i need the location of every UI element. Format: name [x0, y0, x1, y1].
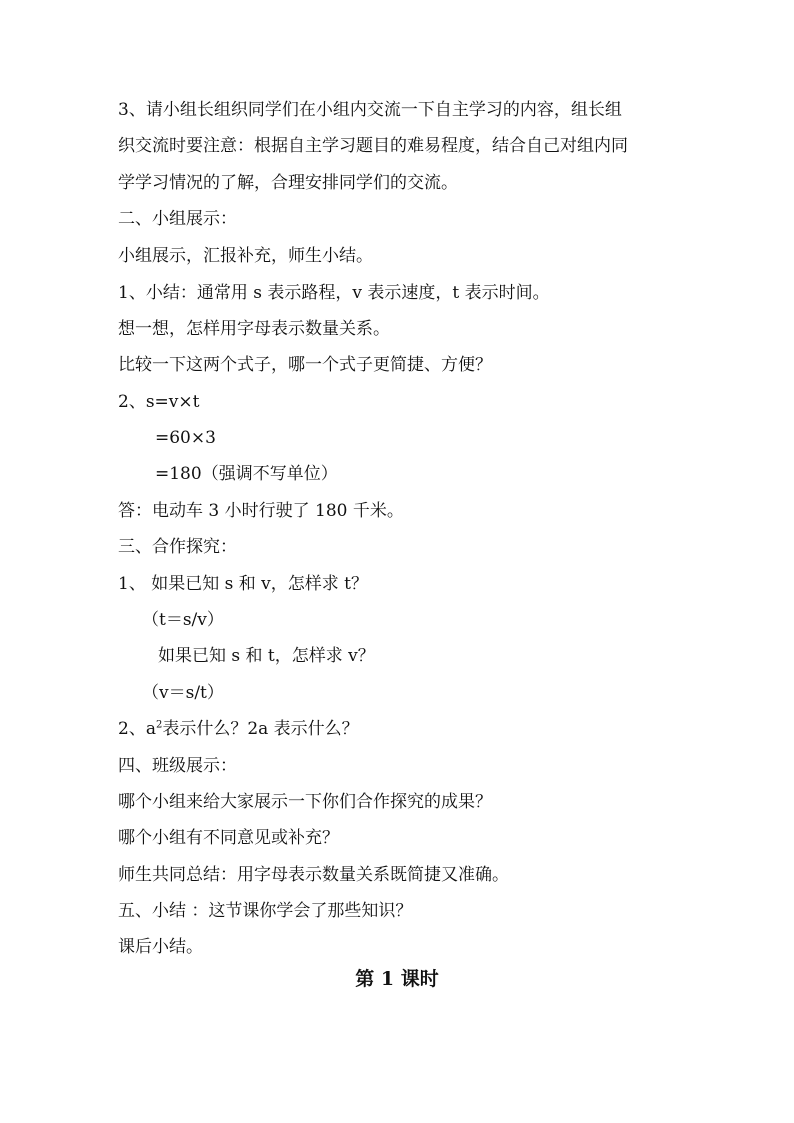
section-heading: 三、合作探究： — [118, 537, 237, 557]
paragraph-line: 想一想，怎样用字母表示数量关系。 — [118, 319, 390, 339]
superscript: 2 — [155, 719, 163, 731]
formula-line: 2、s=v×t — [118, 392, 200, 412]
question-prefix: 2、a — [118, 719, 156, 739]
formula-line: =180（强调不写单位） — [155, 464, 338, 484]
paragraph-line: 师生共同总结：用字母表示数量关系既简捷又准确。 — [118, 865, 509, 885]
question-text: 表示什么？2a 表示什么？ — [162, 719, 359, 739]
paragraph-line: 比较一下这两个式子，哪一个式子更简捷、方便？ — [118, 355, 492, 375]
paragraph-line: 哪个小组来给大家展示一下你们合作探究的成果？ — [118, 792, 492, 812]
formula-line: （v＝s/t） — [142, 683, 224, 703]
section-heading: 二、小组展示： — [118, 209, 237, 229]
question-line — [118, 717, 359, 741]
paragraph-line: 小组展示，汇报补充，师生小结。 — [118, 246, 373, 266]
paragraph-line: 3、请小组长组织同学们在小组内交流一下自主学习的内容，组长组 — [118, 100, 622, 120]
paragraph-line: 织交流时要注意：根据自主学习题目的难易程度，结合自己对组内同 — [118, 136, 628, 156]
section-heading: 四、班级展示： — [118, 756, 237, 776]
formula-line: =60×3 — [155, 428, 216, 448]
paragraph-line: 1、小结：通常用 s 表示路程，v 表示速度，t 表示时间。 — [118, 283, 550, 303]
question-line: 如果已知 s 和 t，怎样求 v？ — [158, 646, 375, 666]
answer-line: 答：电动车 3 小时行驶了 180 千米。 — [118, 501, 404, 521]
paragraph-line: 课后小结。 — [118, 937, 203, 957]
section-heading: 五、小结 ：这节课你学会了那些知识？ — [118, 901, 413, 921]
lesson-title: 第 1 课时 — [355, 968, 439, 990]
paragraph-line: 学学习情况的了解，合理安排同学们的交流。 — [118, 173, 458, 193]
paragraph-line: 哪个小组有不同意见或补充？ — [118, 828, 339, 848]
question-line: 1、 如果已知 s 和 v，怎样求 t？ — [118, 574, 368, 594]
formula-line: （t＝s/v） — [142, 610, 224, 630]
